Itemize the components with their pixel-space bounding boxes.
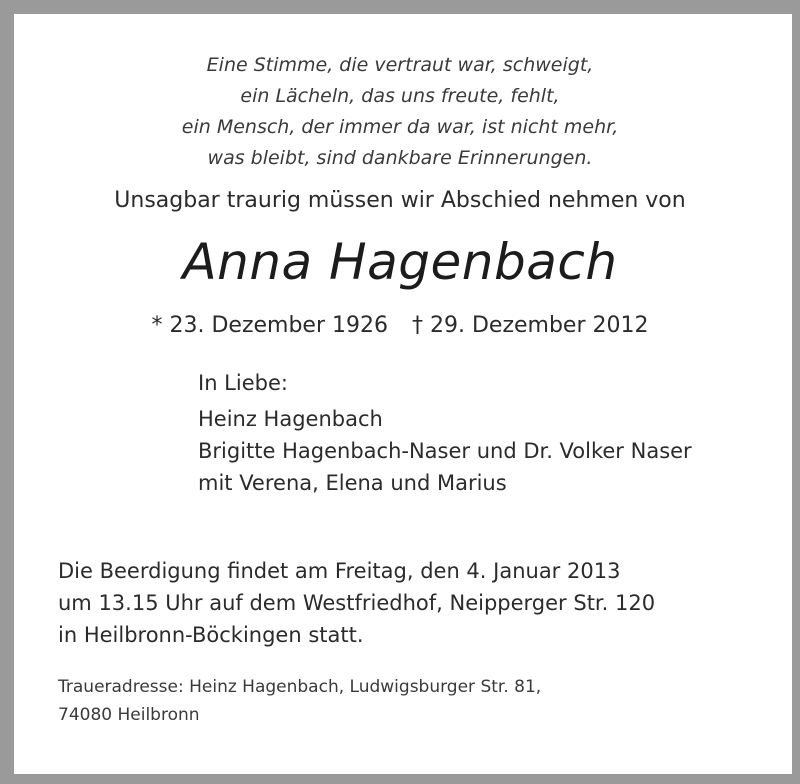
- poem-line: Eine Stimme, die vertraut war, schweigt,: [206, 54, 594, 76]
- birth-date: * 23. Dezember 1926: [151, 313, 388, 338]
- death-date: † 29. Dezember 2012: [412, 313, 649, 338]
- mourner-line: Heinz Hagenbach: [198, 407, 383, 431]
- funeral-line: in Heilbronn-Böckingen statt.: [58, 623, 364, 647]
- poem-line: ein Mensch, der immer da war, ist nicht mehr,: [181, 116, 619, 138]
- memorial-poem: [0, 50, 800, 174]
- mourning-address: [58, 673, 541, 729]
- funeral-line: Die Beerdigung findet am Freitag, den 4. Januar 2013: [58, 559, 621, 583]
- poem-line: was bleibt, sind dankbare Erinnerungen.: [207, 147, 593, 169]
- mourners-block: [198, 367, 692, 499]
- mourner-line: mit Verena, Elena und Marius: [198, 471, 507, 495]
- intro-text: Unsagbar traurig müssen wir Abschied nehmen von: [114, 188, 686, 213]
- mourners-heading: In Liebe:: [198, 371, 288, 395]
- funeral-info: [58, 555, 655, 651]
- address-line: 74080 Heilbronn: [58, 705, 200, 725]
- deceased-name: Anna Hagenbach: [182, 233, 618, 291]
- address-line: Traueradresse: Heinz Hagenbach, Ludwigsburger Str. 81,: [58, 677, 542, 697]
- poem-line: ein Lächeln, das uns freute, fehlt,: [240, 85, 560, 107]
- life-dates: [0, 313, 800, 338]
- funeral-line: um 13.15 Uhr auf dem Westfriedhof, Neipperger Str. 120: [58, 591, 656, 615]
- mourner-line: Brigitte Hagenbach-Naser und Dr. Volker Naser: [198, 439, 692, 463]
